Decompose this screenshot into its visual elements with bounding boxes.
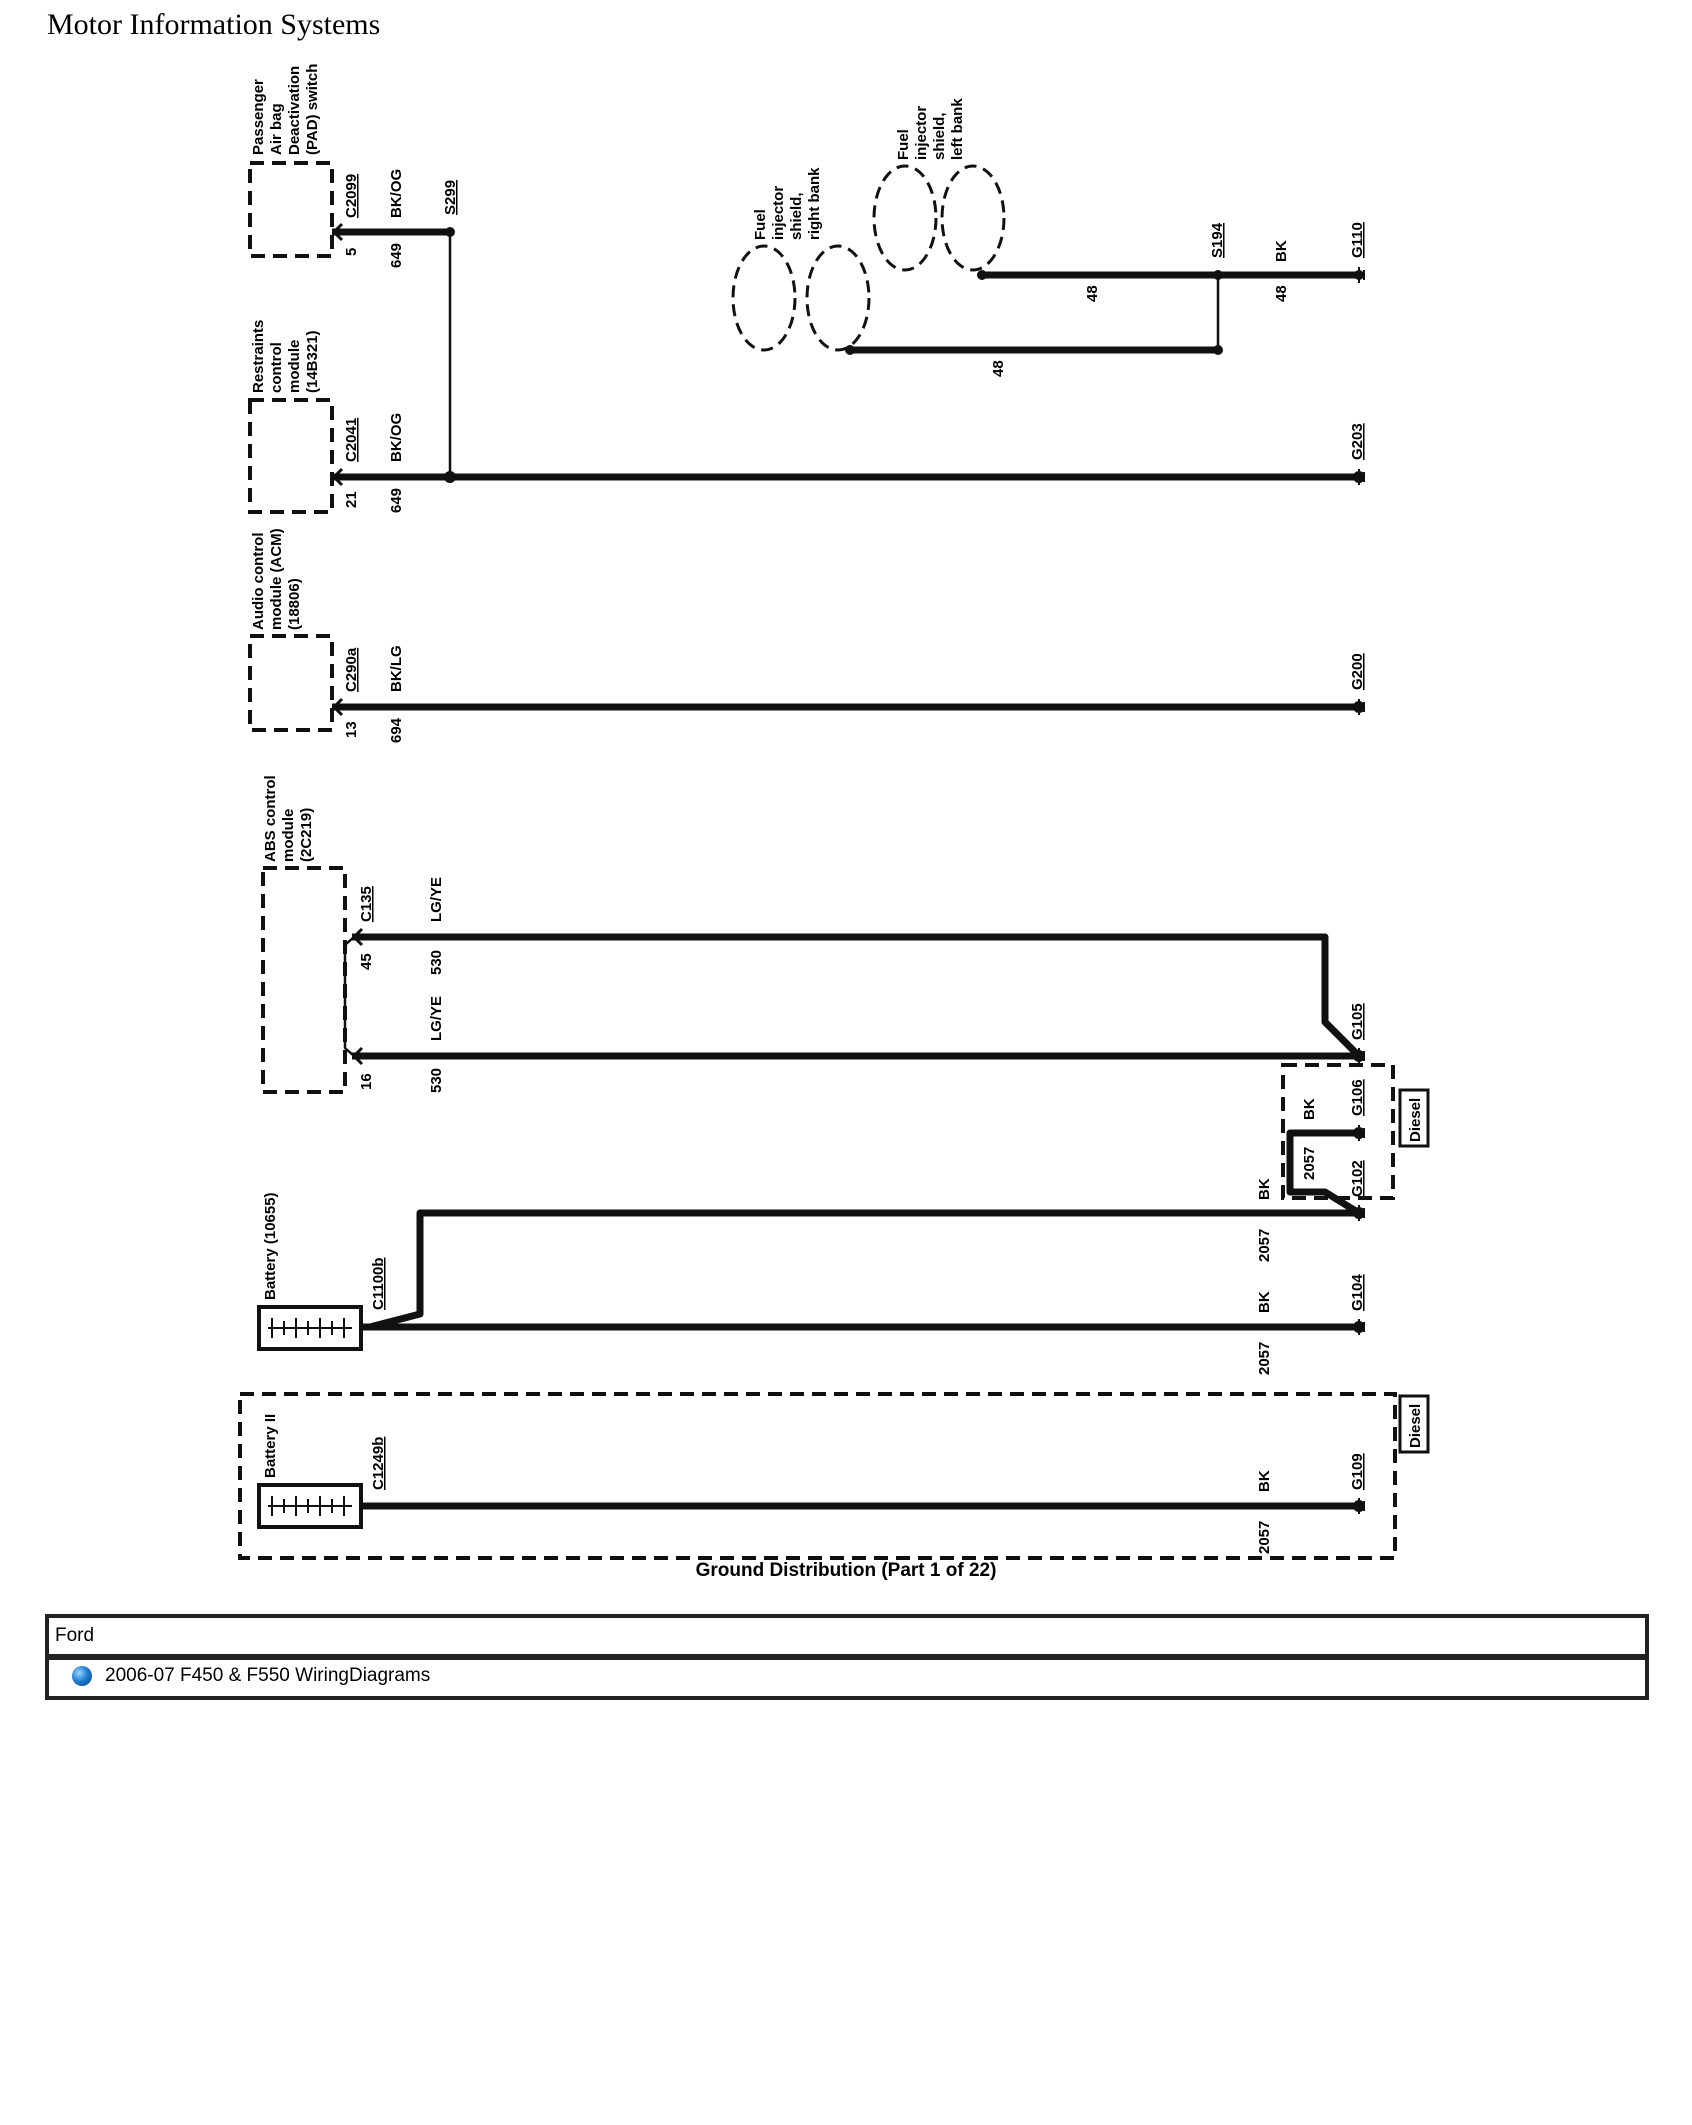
ground-g200: G200	[1349, 653, 1366, 690]
ground-g102: G102	[1349, 1160, 1366, 1197]
restraints-label-2: control	[268, 342, 285, 393]
fuel-shield-right-b	[807, 246, 869, 350]
wire-2057-g104-num: 2057	[1256, 1341, 1273, 1375]
footer-make-label: Ford	[55, 1625, 95, 1646]
pad-switch-label-4: (PAD) switch	[304, 63, 321, 155]
wire-649-pad-num: 649	[388, 242, 405, 268]
restraints-label-3: module	[286, 339, 303, 393]
fuel-shield-left-label-1: Fuel	[895, 129, 912, 160]
connector-c2041: C2041	[343, 417, 360, 462]
ground-g105: G105	[1349, 1003, 1366, 1040]
fuel-shield-right-label-2: injector	[770, 185, 787, 240]
fuel-shield-right-label-3: shield,	[788, 192, 805, 240]
fuel-shield-left-a	[874, 166, 936, 270]
ground-g110: G110	[1349, 222, 1366, 258]
diagram-caption: Ground Distribution (Part 1 of 22)	[695, 1560, 997, 1581]
wire-649-restraints-color: BK/OG	[388, 412, 405, 462]
wire-530-b-color: LG/YE	[428, 995, 445, 1041]
ground-symbol-g109	[1354, 1498, 1364, 1514]
ground-symbol-g203	[1354, 469, 1364, 485]
ground-g109: G109	[1349, 1453, 1366, 1490]
globe-icon	[72, 1666, 92, 1686]
pad-switch-label-2: Air bag	[268, 103, 285, 155]
pin-13: 13	[343, 721, 360, 738]
diesel-zone-lower	[240, 1394, 1395, 1558]
pin-21: 21	[343, 491, 360, 508]
battery-ii-symbol	[259, 1485, 361, 1527]
audio-module-label-1: Audio control	[250, 532, 267, 630]
wire-2057-g102-color: BK	[1256, 1178, 1273, 1200]
splice-dot-s194-lower	[1213, 345, 1223, 355]
restraints-label-4: (14B321)	[304, 330, 321, 393]
ground-symbol-g104	[1354, 1319, 1364, 1335]
abs-module-label-2: module	[280, 808, 297, 862]
diesel-label-upper: Diesel	[1407, 1097, 1424, 1142]
wire-2057-g104-color: BK	[1256, 1291, 1273, 1313]
fuel-shield-left-b	[942, 166, 1004, 270]
fuel-shield-left-label-4: left bank	[949, 98, 966, 160]
wire-530-pin45	[352, 937, 1359, 1056]
battery-label: Battery (10655)	[262, 1192, 279, 1300]
wire-48-a: 48	[1084, 285, 1101, 302]
wire-2057-g106-color: BK	[1301, 1098, 1318, 1120]
abs-module-label-3: (2C219)	[298, 807, 315, 862]
footer-document-row[interactable]	[45, 1654, 1649, 1700]
ground-g104: G104	[1349, 1274, 1366, 1311]
wire-2057-g109-color: BK	[1256, 1470, 1273, 1492]
splice-s299: S299	[442, 179, 459, 215]
wire-48-color: BK	[1273, 240, 1290, 262]
ground-g106: G106	[1349, 1079, 1366, 1116]
wire-530-a-num: 530	[428, 949, 445, 975]
wire-649-pad-color: BK/OG	[388, 168, 405, 218]
wire-530-a-color: LG/YE	[428, 876, 445, 922]
fuel-shield-left-label-3: shield,	[931, 112, 948, 160]
audio-module-box	[250, 636, 332, 730]
ground-symbol-g200	[1354, 699, 1364, 715]
ground-symbol-g110	[1355, 267, 1364, 283]
diesel-label-lower: Diesel	[1407, 1403, 1424, 1448]
wire-694-num: 694	[388, 717, 405, 743]
splice-dot-s299-lower	[444, 471, 456, 483]
abs-module-box	[263, 868, 345, 1092]
wire-2057-g102	[370, 1213, 1359, 1327]
restraints-label-1: Restraints	[250, 319, 267, 393]
shield-dot-left	[977, 270, 987, 280]
fuel-shield-left-label-2: injector	[913, 105, 930, 160]
fuel-shield-right-label-4: right bank	[806, 167, 823, 240]
pad-switch-label-3: Deactivation	[286, 65, 303, 155]
wire-694-color: BK/LG	[388, 645, 405, 692]
fuel-shield-right-label-1: Fuel	[752, 209, 769, 240]
page-header-title: Motor Information Systems	[47, 8, 381, 41]
connector-c1100b: C1100b	[370, 1257, 387, 1310]
pin-16: 16	[358, 1073, 375, 1090]
pin-5: 5	[343, 247, 360, 256]
connector-c290a: C290a	[343, 647, 360, 692]
wire-2057-g109-num: 2057	[1256, 1520, 1273, 1554]
splice-dot-s299	[445, 227, 455, 237]
pin-45: 45	[358, 953, 375, 970]
battery-ii-label: Battery II	[262, 1413, 279, 1478]
audio-module-label-3: (18806)	[286, 578, 303, 630]
battery-symbol	[259, 1307, 361, 1349]
restraints-module-box	[250, 400, 332, 512]
wire-2057-g102-num: 2057	[1256, 1228, 1273, 1262]
ground-symbol-g106	[1354, 1125, 1364, 1141]
abs-module-label-1: ABS control	[262, 775, 279, 862]
connector-c2099: C2099	[343, 173, 360, 218]
wire-2057-g106-num: 2057	[1301, 1146, 1318, 1180]
connector-c1249b: C1249b	[370, 1436, 387, 1490]
connector-c135: C135	[358, 886, 375, 922]
wire-649-restraints-num: 649	[388, 487, 405, 513]
pad-switch-box	[250, 163, 332, 256]
pad-switch-label-1: Passenger	[250, 79, 267, 155]
splice-s194: S194	[1209, 222, 1226, 258]
splice-dot-s194	[1213, 270, 1223, 280]
fuel-shield-right-a	[733, 246, 795, 350]
wire-48-c: 48	[990, 360, 1007, 377]
ground-g203: G203	[1349, 423, 1366, 460]
shield-dot-right	[845, 345, 855, 355]
audio-module-label-2: module (ACM)	[268, 528, 285, 630]
footer-document-link[interactable]: 2006-07 F450 & F550 WiringDiagrams	[105, 1665, 431, 1686]
wire-48-b: 48	[1273, 285, 1290, 302]
wire-530-b-num: 530	[428, 1067, 445, 1093]
